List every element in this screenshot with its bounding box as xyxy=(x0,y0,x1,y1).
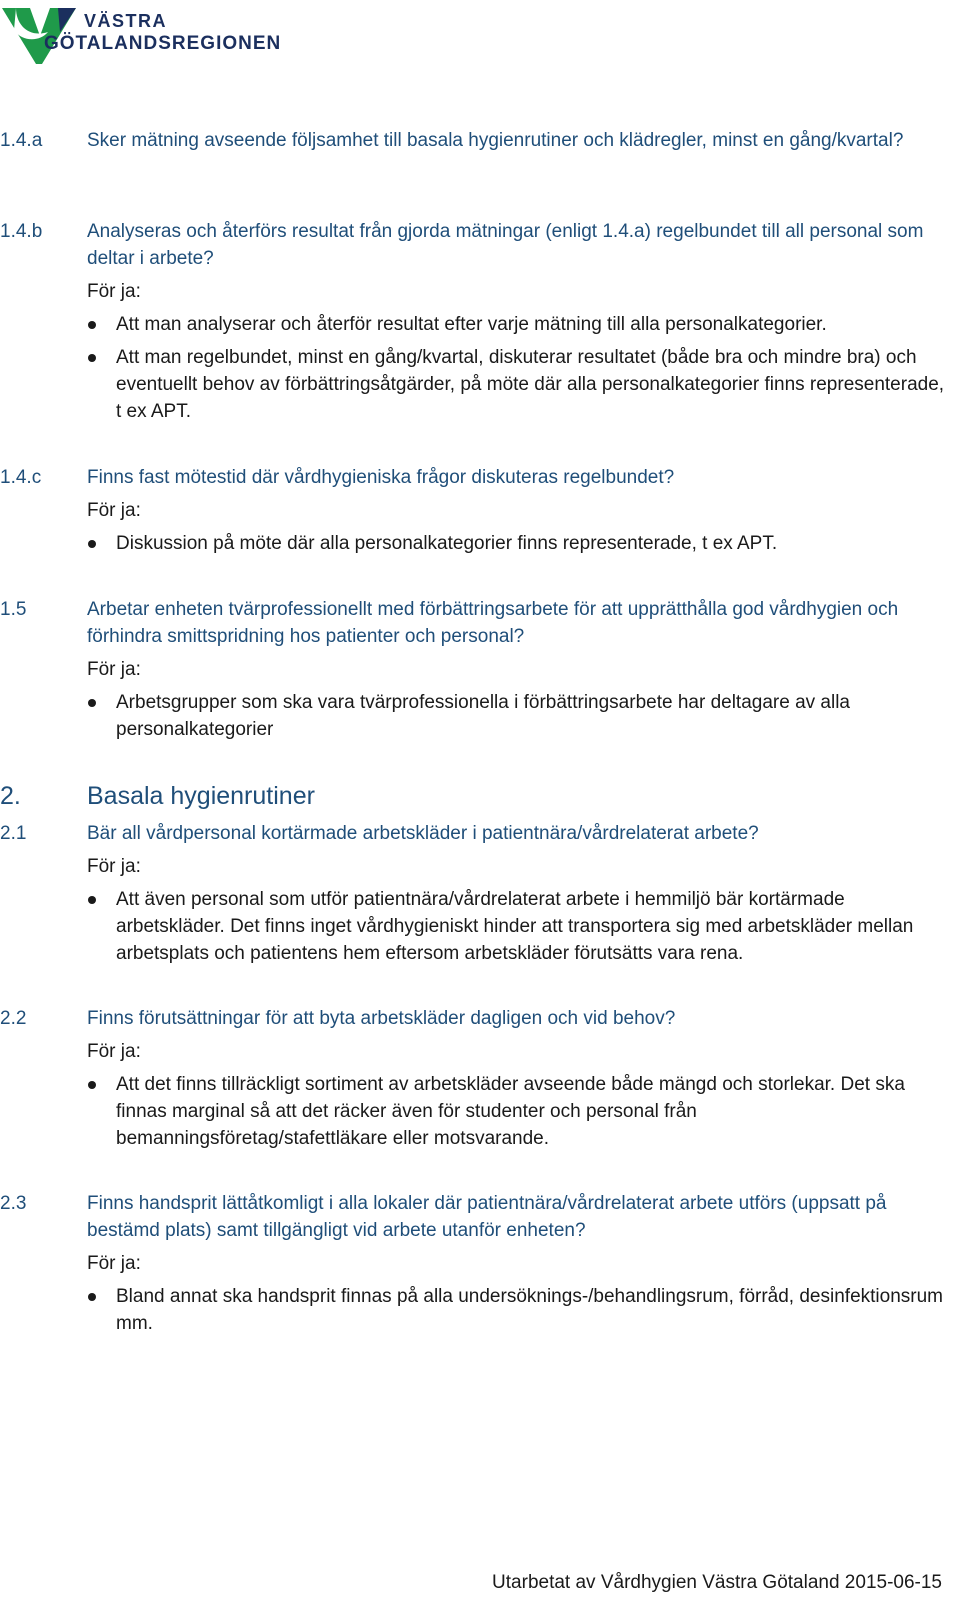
logo-text xyxy=(44,12,281,53)
criteria-list xyxy=(0,1071,950,1152)
section-1-4-a xyxy=(0,127,950,154)
bullet-icon xyxy=(88,321,96,329)
logo-line2: GÖTALANDSREGIONEN xyxy=(44,33,282,54)
list-item-text: Att man regelbundet, minst en gång/kvartal, diskuterar resultatet (både bra och mindre bra) och eventuellt behov av förbättringsåtgärder, på möte där alla personalkategorier finns representerade, t ex APT. xyxy=(116,347,945,422)
section-number: 1.4.a xyxy=(0,130,43,151)
question-text: Sker mätning avseende följsamhet till basala hygienrutiner och klädregler, minst en gång/kvartal? xyxy=(87,130,904,151)
criteria-list xyxy=(0,530,950,557)
criteria-list xyxy=(0,689,950,743)
list-item xyxy=(0,530,950,557)
for-ja-label: För ja: xyxy=(87,281,141,302)
list-item xyxy=(0,311,950,338)
list-item xyxy=(0,689,950,743)
list-item-text: Diskussion på möte där alla personalkategorier finns representerade, t ex APT. xyxy=(116,533,778,554)
list-item xyxy=(0,886,950,967)
section-number: 2.1 xyxy=(0,823,27,844)
bullet-icon xyxy=(88,896,96,904)
for-ja-label: För ja: xyxy=(87,500,141,521)
section-number: 1.4.c xyxy=(0,467,42,488)
list-item xyxy=(0,1071,950,1152)
list-item xyxy=(0,1283,950,1337)
list-item-text: Arbetsgrupper som ska vara tvärprofessionella i förbättringsarbete har deltagare av alla personalkategorier xyxy=(116,692,850,740)
logo xyxy=(0,2,310,68)
bullet-icon xyxy=(88,354,96,362)
list-item-text: Att det finns tillräckligt sortiment av arbetskläder avseende både mängd och storlekar. Det ska finnas marginal så att det räcker även för studenter och personal från bemanningsföretag/stafettläkare eller motsvarande. xyxy=(116,1074,905,1149)
bullet-icon xyxy=(88,1293,96,1301)
for-ja-label: För ja: xyxy=(87,1253,141,1274)
section-number: 1.5 xyxy=(0,599,27,620)
criteria-list xyxy=(0,886,950,967)
bullet-icon xyxy=(88,540,96,548)
question-text: Finns fast mötestid där vårdhygieniska frågor diskuteras regelbundet? xyxy=(87,467,675,488)
section-number: 1.4.b xyxy=(0,221,43,242)
heading-title: Basala hygienrutiner xyxy=(87,782,315,810)
criteria-list xyxy=(0,311,950,425)
question-text: Bär all vårdpersonal kortärmade arbetskläder i patientnära/vårdrelaterat arbete? xyxy=(87,823,759,844)
for-ja-label: För ja: xyxy=(87,856,141,877)
for-ja-label: För ja: xyxy=(87,1041,141,1062)
section-number: 2.2 xyxy=(0,1008,27,1029)
question-text: Arbetar enheten tvärprofessionellt med förbättringsarbete för att upprätthålla god vårdhygien och förhindra smittspridning hos patienter och personal? xyxy=(87,599,899,647)
list-item-text: Att även personal som utför patientnära/vårdrelaterat arbete i hemmiljö bär kortärmade arbetskläder. Det finns inget vårdhygieniskt hinder att transportera sig med arbetskläder mellan arbetsplats och patientens hem eftersom arbetskläder förutsätts vara rena. xyxy=(116,889,914,964)
section-1-4-b xyxy=(0,218,950,431)
footer-text: Utarbetat av Vårdhygien Västra Götaland 2015-06-15 xyxy=(492,1572,942,1593)
section-1-5 xyxy=(0,596,950,749)
list-item-text: Att man analyserar och återför resultat efter varje mätning till alla personalkategorier. xyxy=(116,314,827,335)
list-item-text: Bland annat ska handsprit finnas på alla undersöknings-/behandlingsrum, förråd, desinfektionsrum mm. xyxy=(116,1286,943,1334)
logo-line1: VÄSTRA xyxy=(84,11,168,31)
section-number: 2.3 xyxy=(0,1193,27,1214)
section-2-1 xyxy=(0,820,950,973)
section-heading xyxy=(0,782,950,816)
list-item xyxy=(0,344,950,425)
question-text: Finns förutsättningar för att byta arbetskläder dagligen och vid behov? xyxy=(87,1008,676,1029)
section-1-4-c xyxy=(0,464,950,563)
for-ja-label: För ja: xyxy=(87,659,141,680)
question-text: Analyseras och återförs resultat från gjorda mätningar (enligt 1.4.a) regelbundet till all personal som deltar i arbete? xyxy=(87,221,924,269)
section-2-3 xyxy=(0,1190,950,1343)
heading-number: 2. xyxy=(0,782,21,810)
criteria-list xyxy=(0,1283,950,1337)
bullet-icon xyxy=(88,699,96,707)
section-2-2 xyxy=(0,1005,950,1158)
bullet-icon xyxy=(88,1081,96,1089)
question-text: Finns handsprit lättåtkomligt i alla lokaler där patientnära/vårdrelaterat arbete utförs (uppsatt på bestämd plats) samt tillgängligt vid arbete utanför enheten? xyxy=(87,1193,887,1241)
